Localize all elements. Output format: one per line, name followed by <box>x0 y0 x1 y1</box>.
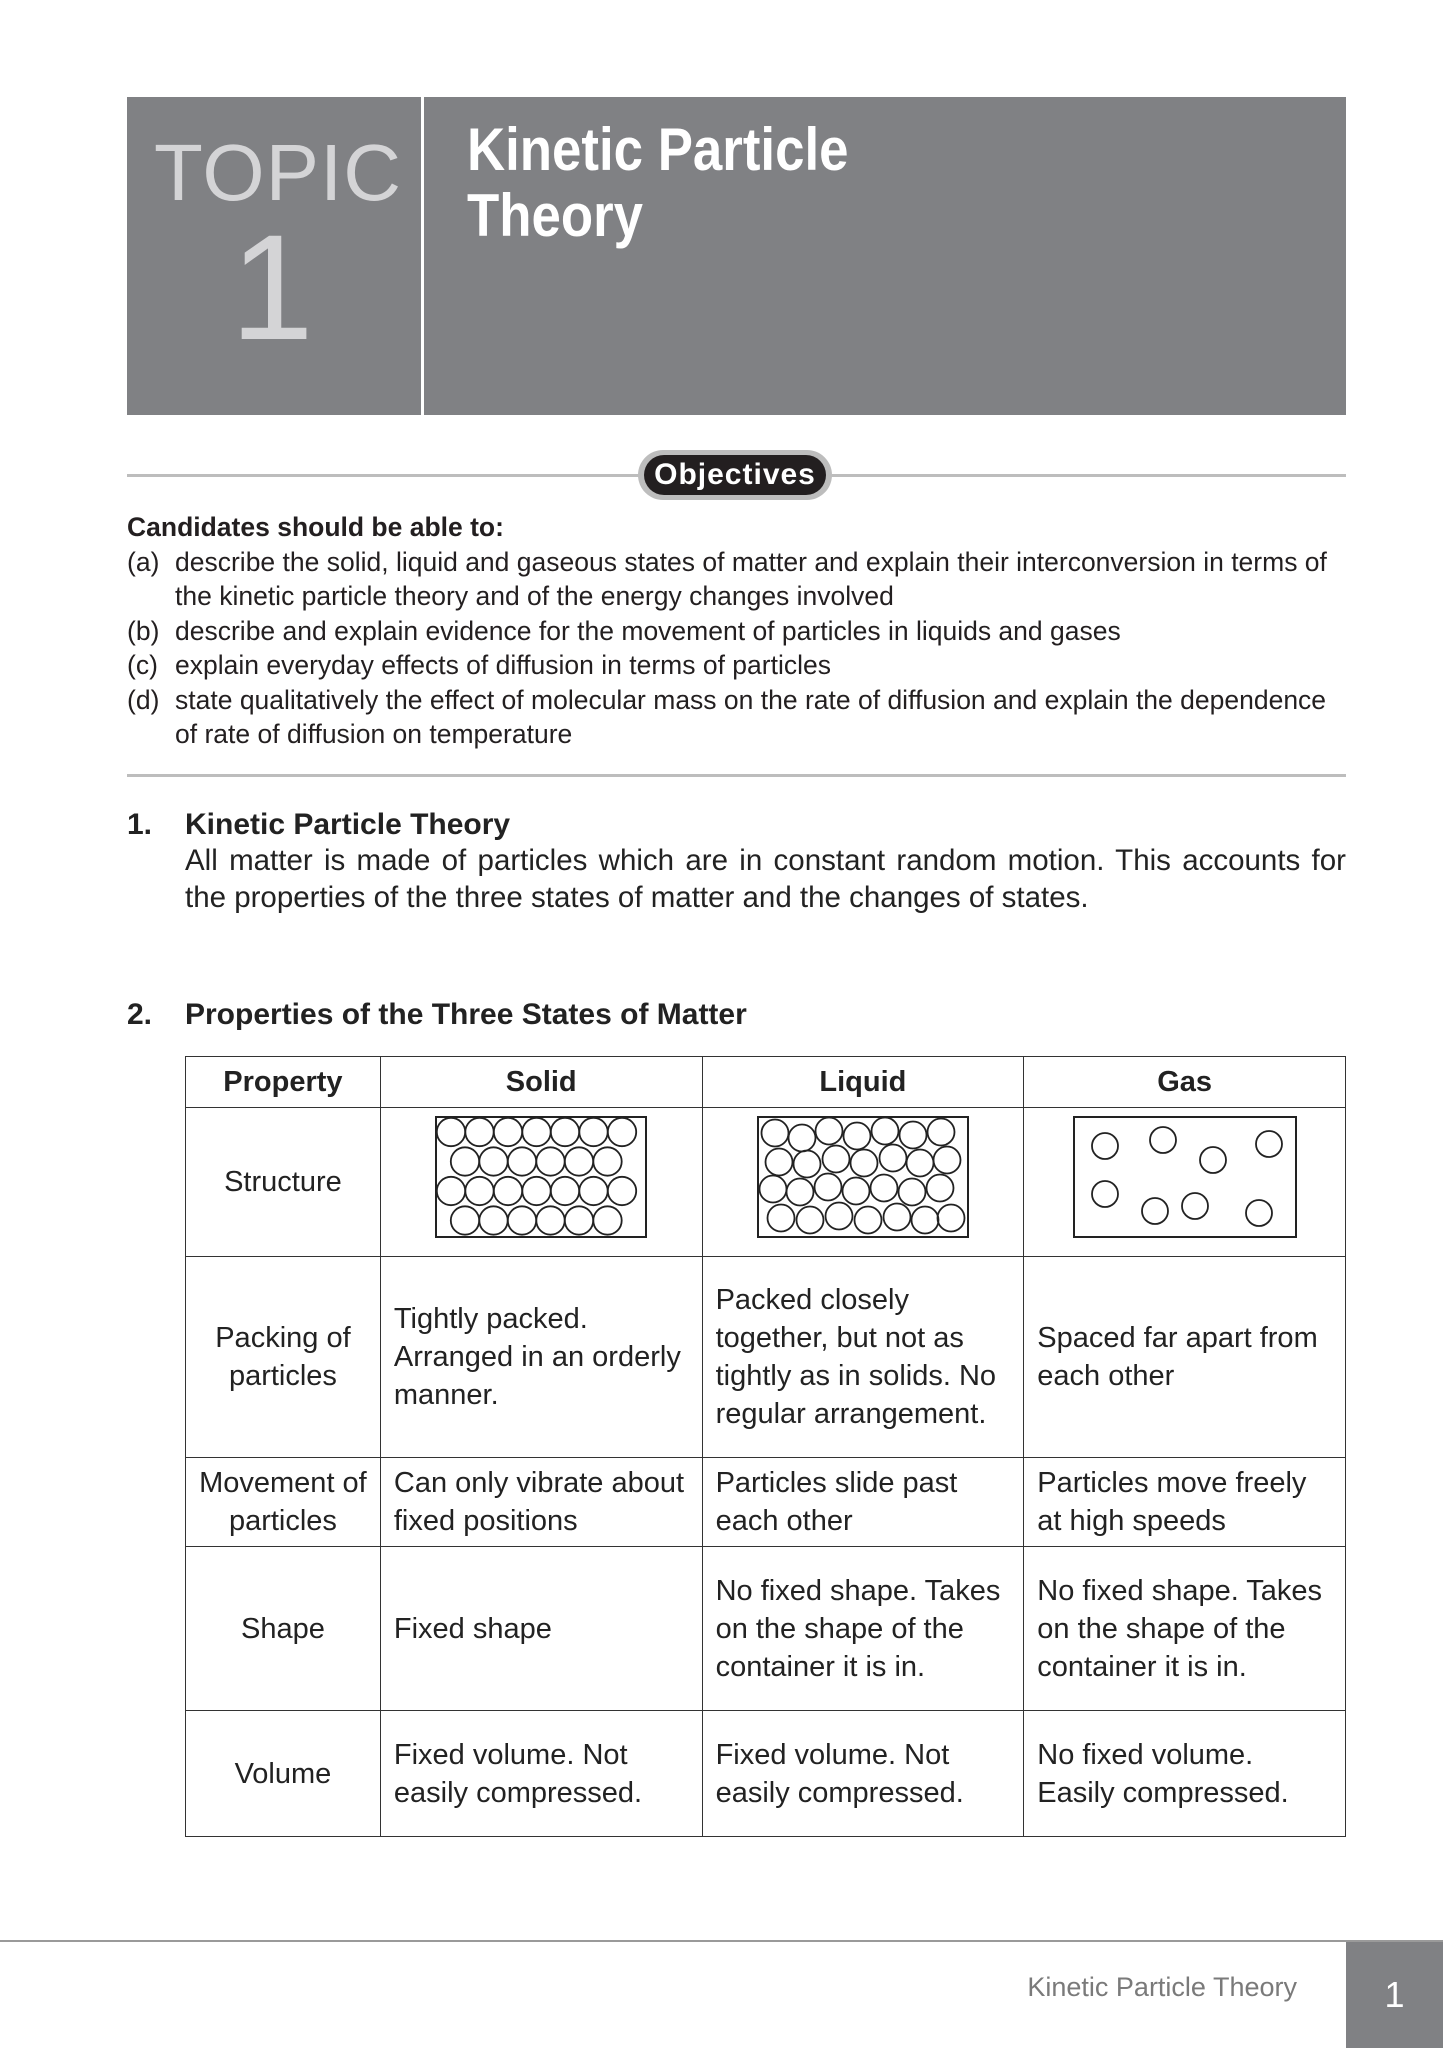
objective-label: (c) <box>127 650 158 680</box>
objectives-list <box>127 510 1346 752</box>
objective-text: describe the solid, liquid and gaseous states of matter and explain their interconversion in terms of the kinetic particle theory and of the energy changes involved <box>175 546 1327 611</box>
solid-particle <box>551 1118 579 1146</box>
objective-item <box>127 545 1346 614</box>
table-row <box>186 1458 1346 1547</box>
table-property-cell: Shape <box>186 1547 381 1711</box>
solid-particle <box>537 1206 565 1234</box>
table-cell-gas: Spaced far apart from each other <box>1024 1257 1346 1458</box>
table-cell-gas: No fixed volume. Easily compressed. <box>1024 1711 1346 1837</box>
table-row <box>186 1711 1346 1837</box>
table-cell-gas: No fixed shape. Takes on the shape of the container it is in. <box>1024 1547 1346 1711</box>
table-header-cell: Solid <box>380 1057 702 1108</box>
gas-particle <box>1256 1131 1282 1157</box>
table-cell-liquid: No fixed shape. Takes on the shape of the container it is in. <box>702 1547 1024 1711</box>
objective-item <box>127 683 1346 752</box>
liquid-particle <box>871 1118 898 1145</box>
topic-number: 1 <box>230 203 314 371</box>
table-cell-gas: Particles move freely at high speeds <box>1024 1458 1346 1547</box>
liquid-particle <box>926 1175 953 1202</box>
liquid-particle <box>843 1123 870 1150</box>
liquid-particle <box>898 1179 925 1206</box>
topic-banner <box>127 97 1346 415</box>
topic-title <box>467 117 995 249</box>
liquid-particle <box>906 1150 933 1177</box>
objectives-rule-bottom <box>127 774 1346 777</box>
solid-particle <box>565 1147 593 1175</box>
objective-item <box>127 648 1346 683</box>
topic-title-line2: Theory <box>467 182 644 249</box>
solid-particle <box>437 1177 465 1205</box>
objectives-badge-label: Objectives <box>644 455 826 495</box>
liquid-particle <box>899 1122 926 1149</box>
table-property-cell: Volume <box>186 1711 381 1837</box>
table-cell-liquid: Fixed volume. Not easily compressed. <box>702 1711 1024 1837</box>
liquid-particle <box>759 1176 786 1203</box>
topic-number-box <box>127 97 424 415</box>
footer-rule <box>0 1940 1443 1942</box>
solid-particle <box>537 1147 565 1175</box>
section-title: Kinetic Particle Theory <box>185 808 511 841</box>
solid-particle <box>523 1177 551 1205</box>
objective-text: explain everyday effects of diffusion in terms of particles <box>175 650 831 680</box>
table-property-cell: Movement of particles <box>186 1458 381 1547</box>
section-number: 1. <box>127 808 153 841</box>
gas-particle <box>1182 1193 1208 1219</box>
solid-particle <box>437 1118 465 1146</box>
solid-particle <box>508 1206 536 1234</box>
solid-particle <box>565 1206 593 1234</box>
liquid-particle <box>822 1146 849 1173</box>
table-header-cell: Gas <box>1024 1057 1346 1108</box>
solid-particle <box>523 1118 551 1146</box>
section-three-states <box>127 998 1346 1032</box>
liquid-particle <box>879 1145 906 1172</box>
objectives-badge <box>638 450 832 500</box>
gas-particles-diagram <box>1073 1116 1297 1238</box>
liquid-particle <box>870 1175 897 1202</box>
objective-text: describe and explain evidence for the movement of particles in liquids and gases <box>175 615 1121 646</box>
objective-item <box>127 614 1346 649</box>
solid-particle <box>580 1177 608 1205</box>
solid-particle <box>494 1177 522 1205</box>
table-header-cell: Property <box>186 1057 381 1108</box>
liquid-particle <box>761 1120 788 1147</box>
objective-label: (a) <box>127 546 160 577</box>
table-header-row <box>186 1057 1346 1108</box>
solid-particle <box>466 1177 494 1205</box>
solid-particle <box>594 1147 622 1175</box>
gas-particle <box>1246 1200 1272 1226</box>
table-cell-solid: Can only vibrate about fixed positions <box>380 1458 702 1547</box>
liquid-particle <box>842 1178 869 1205</box>
gas-particle <box>1150 1127 1176 1153</box>
liquid-particle <box>883 1204 910 1231</box>
liquid-particle <box>933 1147 960 1174</box>
table-cell-solid: Fixed shape <box>380 1547 702 1711</box>
solid-particle <box>466 1118 494 1146</box>
liquid-particle <box>825 1203 852 1230</box>
liquid-particle <box>927 1119 954 1146</box>
solid-particle <box>508 1147 536 1175</box>
solid-particle <box>480 1147 508 1175</box>
running-title: Kinetic Particle Theory <box>1027 1972 1297 2002</box>
solid-particle <box>480 1206 508 1234</box>
liquid-particle <box>815 1118 842 1145</box>
solid-particle <box>451 1147 479 1175</box>
gas-particle <box>1092 1133 1118 1159</box>
liquid-particle <box>786 1179 813 1206</box>
liquid-particle <box>765 1149 792 1176</box>
states-of-matter-table <box>185 1056 1346 1837</box>
table-header-cell: Liquid <box>702 1057 1024 1108</box>
gas-particle <box>1200 1147 1226 1173</box>
liquid-structure-cell <box>702 1108 1024 1257</box>
gas-particle <box>1142 1198 1168 1224</box>
liquid-particle <box>793 1151 820 1178</box>
topic-word: TOPIC <box>153 128 402 217</box>
section-number: 2. <box>127 998 153 1031</box>
table-cell-liquid: Particles slide past each other <box>702 1458 1024 1547</box>
liquid-particle <box>767 1205 794 1232</box>
liquid-particle <box>937 1205 964 1232</box>
gas-particle <box>1092 1181 1118 1207</box>
objective-label: (d) <box>127 684 160 715</box>
table-cell-solid: Tightly packed. Arranged in an orderly manner. <box>380 1257 702 1458</box>
table-property-cell: Packing of particles <box>186 1257 381 1458</box>
solid-particle <box>551 1177 579 1205</box>
objective-label: (b) <box>127 615 160 646</box>
section-kinetic-particle-theory <box>127 808 1346 916</box>
page-number: 1 <box>1346 1942 1443 2048</box>
liquid-particle <box>911 1207 938 1234</box>
liquid-particles-diagram <box>757 1116 969 1238</box>
table-row <box>186 1257 1346 1458</box>
table-cell-solid: Fixed volume. Not easily compressed. <box>380 1711 702 1837</box>
solid-particle <box>580 1118 608 1146</box>
solid-particle <box>494 1118 522 1146</box>
liquid-particle <box>850 1150 877 1177</box>
topic-title-line1: Kinetic Particle <box>467 116 849 183</box>
liquid-particle <box>854 1207 881 1234</box>
objective-text: state qualitatively the effect of molecular mass on the rate of diffusion and explain the dependence of rate of diffusion on temperature <box>175 684 1327 749</box>
liquid-particle <box>788 1125 815 1152</box>
solid-structure-cell <box>380 1108 702 1257</box>
table-row <box>186 1547 1346 1711</box>
solid-particles-diagram <box>435 1116 647 1238</box>
liquid-particle <box>796 1207 823 1234</box>
section-heading <box>127 998 1346 1032</box>
liquid-particle <box>814 1174 841 1201</box>
solid-particle <box>594 1206 622 1234</box>
table-property-cell: Structure <box>186 1108 381 1257</box>
table-cell-liquid: Packed closely together, but not as tightly as in solids. No regular arrangement. <box>702 1257 1024 1458</box>
section-heading <box>127 808 1346 842</box>
section-title: Properties of the Three States of Matter <box>185 998 747 1031</box>
objectives-intro: Candidates should be able to: <box>127 512 504 542</box>
solid-particle <box>608 1118 636 1146</box>
solid-particle <box>451 1206 479 1234</box>
gas-structure-cell <box>1024 1108 1346 1257</box>
table-row-structure <box>186 1108 1346 1257</box>
section-body: All matter is made of particles which are in constant random motion. This accounts for the properties of the three states of matter and the changes of states. <box>185 844 1346 914</box>
solid-particle <box>608 1177 636 1205</box>
